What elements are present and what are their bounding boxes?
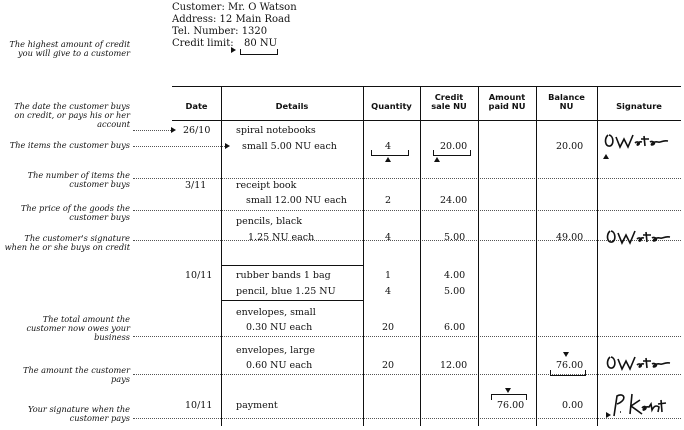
col-divider-details xyxy=(363,86,364,426)
credit-limit-value: 80 NU xyxy=(244,38,278,49)
col-divider-quantity xyxy=(420,86,421,426)
leader-items xyxy=(133,146,225,147)
details-row-divider-1 xyxy=(221,265,363,266)
row12-details: 0.60 NU each xyxy=(246,360,313,371)
annotation-total-owed: The total amount the customer now owes your business xyxy=(26,314,130,342)
row7-credit: 4.00 xyxy=(444,270,466,281)
table-top-border xyxy=(172,86,681,87)
col-divider-credit xyxy=(478,86,479,426)
row13-balance: 0.00 xyxy=(562,400,584,411)
leader-items-arrow-icon xyxy=(225,143,230,149)
row3-details: receipt book xyxy=(236,180,297,191)
customer-tel: Tel. Number: 1320 xyxy=(172,26,268,37)
row12-credit: 12.00 xyxy=(440,360,468,371)
col-header-amount-1: Amount xyxy=(488,92,526,102)
leader-date-arrow-icon xyxy=(171,127,176,133)
row10-details: 0.30 NU each xyxy=(246,322,313,333)
annotation-amount-paid: The amount the customer pays xyxy=(22,365,130,384)
row6-balance: 49.00 xyxy=(556,232,584,243)
row12-quantity: 20 xyxy=(382,360,395,371)
annotation-price: The price of the goods the customer buys xyxy=(20,203,130,222)
row8-details: pencil, blue 1.25 NU xyxy=(236,286,336,297)
amount-paid-arrow-icon xyxy=(505,388,511,393)
col-header-signature: Signature xyxy=(616,101,662,111)
row11-details: envelopes, large xyxy=(236,345,316,356)
row10-credit: 6.00 xyxy=(444,322,466,333)
col-divider-date xyxy=(221,86,222,426)
col-header-balance-2: NU xyxy=(559,101,574,111)
row8-credit: 5.00 xyxy=(444,286,466,297)
balance-arrow-icon xyxy=(563,352,569,357)
row13-details: payment xyxy=(236,400,278,411)
your-signature-arrow-icon xyxy=(606,412,611,418)
annotation-number: The number of items the customer buys xyxy=(27,170,130,189)
annotation-items: The items the customer buys xyxy=(9,140,130,150)
row1-details: spiral notebooks xyxy=(236,125,316,136)
customer-signature-2 xyxy=(604,226,674,248)
col-header-quantity: Quantity xyxy=(371,101,412,111)
col-header-credit-2: sale NU xyxy=(431,101,467,111)
details-row-divider-2 xyxy=(221,300,363,301)
credit-limit-arrow-icon xyxy=(231,47,236,53)
leader-customer-signature xyxy=(133,240,681,241)
customer-signature-1 xyxy=(602,130,672,152)
col-header-balance-1: Balance xyxy=(548,92,585,102)
credit-limit-label: Credit limit: xyxy=(172,38,234,49)
leader-total-owed xyxy=(133,336,681,337)
row1-date: 26/10 xyxy=(183,125,211,136)
row6-quantity: 4 xyxy=(385,232,392,243)
row4-quantity: 2 xyxy=(385,195,392,206)
annotation-date: The date the customer buys on credit, or pays his or her account xyxy=(14,101,130,129)
table-header-border xyxy=(172,120,681,121)
credit-arrow-icon xyxy=(434,157,440,162)
annotation-customer-signature: The customer's signature when he or she buys on credit xyxy=(4,233,130,252)
annotation-your-signature: Your signature when the customer pays xyxy=(28,404,130,423)
customer-address: Address: 12 Main Road xyxy=(172,14,291,25)
leader-date xyxy=(133,130,171,131)
row9-details: envelopes, small xyxy=(236,307,316,318)
customer-signature-3 xyxy=(604,352,674,374)
annotation-credit-limit: The highest amount of credit you will give to a customer xyxy=(9,39,130,58)
row7-date: 10/11 xyxy=(185,270,213,281)
row13-date: 10/11 xyxy=(185,400,213,411)
row13-amount-paid: 76.00 xyxy=(497,400,525,411)
row7-quantity: 1 xyxy=(385,270,392,281)
row10-quantity: 20 xyxy=(382,322,395,333)
row3-date: 3/11 xyxy=(185,180,207,191)
col-header-amount-2: paid NU xyxy=(488,101,526,111)
row2-credit: 20.00 xyxy=(440,141,468,152)
balance-bracket xyxy=(550,370,586,376)
row2-balance: 20.00 xyxy=(556,141,584,152)
row5-details: pencils, black xyxy=(236,216,302,227)
col-divider-balance xyxy=(597,86,598,426)
amount-paid-bracket xyxy=(491,394,527,400)
quantity-arrow-icon xyxy=(385,157,391,162)
row2-quantity: 4 xyxy=(385,141,392,152)
row6-details: 1.25 NU each xyxy=(248,232,315,243)
signature-arrow-icon xyxy=(603,154,609,159)
customer-name: Customer: Mr. O Watson xyxy=(172,2,297,13)
credit-limit-bracket xyxy=(240,49,278,55)
leader-your-signature xyxy=(133,418,681,419)
row2-details: small 5.00 NU each xyxy=(242,141,337,152)
leader-number xyxy=(133,178,681,179)
quantity-bracket xyxy=(371,150,409,156)
row6-credit: 5.00 xyxy=(444,232,466,243)
row4-details: small 12.00 NU each xyxy=(246,195,347,206)
leader-price xyxy=(133,210,681,211)
row7-details: rubber bands 1 bag xyxy=(236,270,331,281)
col-divider-amount xyxy=(536,86,537,426)
col-header-details: Details xyxy=(275,101,309,111)
shopkeeper-signature xyxy=(606,390,676,420)
row8-quantity: 4 xyxy=(385,286,392,297)
leader-amount-paid xyxy=(133,374,681,375)
row12-balance: 76.00 xyxy=(556,360,584,371)
credit-bracket xyxy=(433,150,471,156)
col-header-credit-1: Credit xyxy=(434,92,464,102)
row4-credit: 24.00 xyxy=(440,195,468,206)
col-header-date: Date xyxy=(185,101,208,111)
